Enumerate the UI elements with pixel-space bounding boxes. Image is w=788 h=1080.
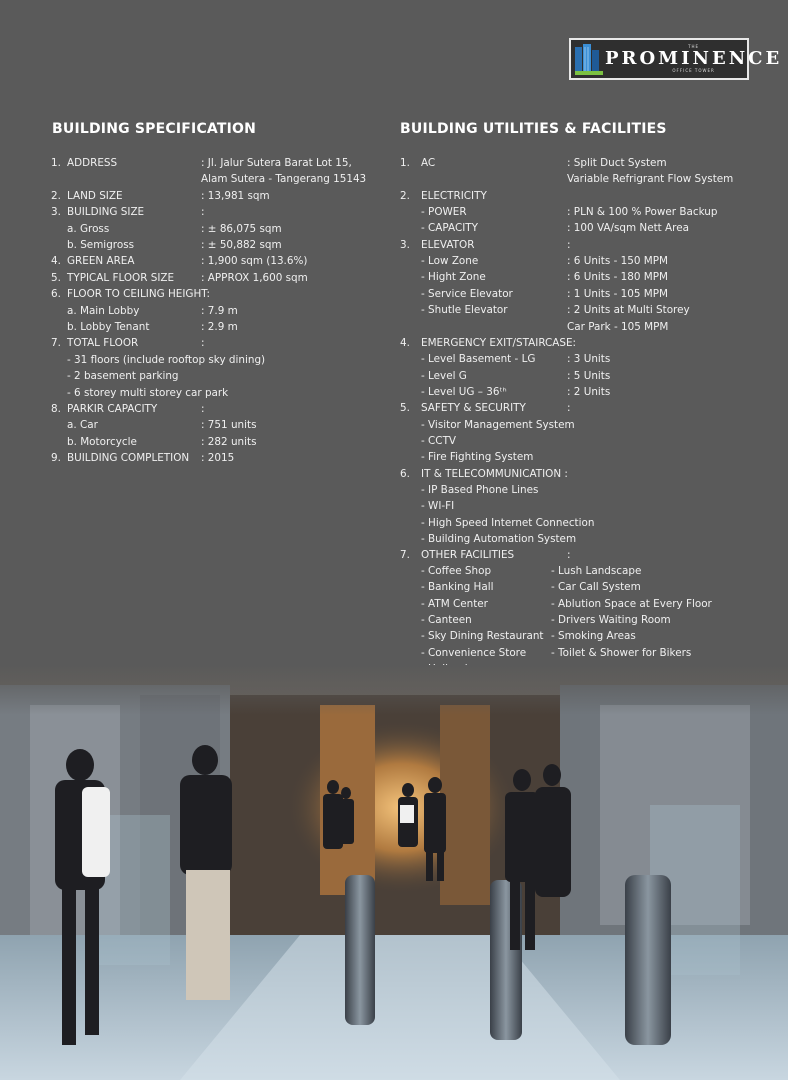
spec-label: b. Lobby Tenant [67,321,150,333]
utility-value: : [567,238,571,251]
utility-value: : 5 Units [567,369,611,382]
utility-value: : 3 Units [567,353,611,366]
utility-label: SAFETY & SECURITY [421,402,526,415]
utility-label: - Hight Zone [421,271,486,284]
spec-label: ADDRESS [67,157,118,169]
spec-label: LAND SIZE [67,189,123,202]
spec-value: : ± 50,882 sqm [201,239,282,251]
facility-item: - Lush Landscape [551,565,642,577]
utility-number: 3. [400,238,410,251]
spec-label: - 31 floors (include rooftop sky dining) [67,353,266,366]
spec-value: : 751 units [201,419,257,432]
spec-value: : APPROX 1,600 sqm [201,271,308,284]
spec-label: b. Motorcycle [67,435,137,448]
logo-subtitle: OFFICE TOWER [672,68,715,73]
spec-value: : 13,981 sqm [201,189,270,202]
utility-value: : PLN & 100 % Power Backup [567,206,718,219]
spec-number: 1. [51,157,61,169]
spec-value: : 2.9 m [201,321,238,333]
spec-number: 2. [51,189,61,202]
spec-value: : Jl. Jalur Sutera Barat Lot 15, [201,157,352,169]
spec-value: : [201,337,205,350]
spec-label: - 6 storey multi storey car park [67,386,229,399]
utility-value: : [567,402,571,415]
utility-number: 1. [400,157,410,169]
spec-label: a. Gross [67,222,110,235]
utility-number: 2. [400,189,410,202]
utility-value: : 6 Units - 150 MPM [567,255,668,268]
utility-value: : 1 Units - 105 MPM [567,287,668,300]
utility-label: - Level G [421,369,467,382]
utility-label: - Fire Fighting System [421,451,534,464]
facility-item: - Banking Hall [421,581,494,594]
facility-item: - Smoking Areas [551,630,636,643]
facility-item: - Ablution Space at Every Floor [551,597,712,610]
utility-label: - CAPACITY [421,222,478,235]
spec-number: 4. [51,255,61,268]
facility-item: - Toilet & Shower for Bikers [551,646,692,659]
spec-number: 8. [51,403,61,415]
utility-number: 5. [400,402,410,415]
spec-number: 6. [51,288,61,301]
logo-the-text: THE [688,44,700,49]
spec-label: b. Semigross [67,239,135,251]
utility-label: - Level Basement - LG [421,353,536,366]
spec-number: 9. [51,452,61,465]
spec-value: : [201,403,205,415]
utility-label: - High Speed Internet Connection [421,516,595,529]
utility-value: Variable Refrigrant Flow System [567,173,734,186]
spec-label: BUILDING SIZE [67,206,145,219]
spec-value: : [201,206,205,219]
utility-label: AC [421,157,436,169]
lobby-photo [0,665,788,1080]
spec-value: : 7.9 m [201,304,238,317]
facility-item: - Drivers Waiting Room [551,614,671,627]
facility-item: - Sky Dining Restaurant [421,630,544,643]
spec-number: 3. [51,206,61,219]
spec-label: TOTAL FLOOR [67,337,139,350]
spec-label: a. Car [67,419,98,432]
spec-number: 7. [51,337,61,350]
spec-value: : 282 units [201,435,257,448]
utility-number: 4. [400,336,410,349]
facility-item: - Coffee Shop [421,565,492,577]
utility-label: ELECTRICITY [421,189,487,202]
spec-label: TYPICAL FLOOR SIZE [67,271,175,284]
utility-label: - IP Based Phone Lines [421,484,539,496]
spec-label: PARKIR CAPACITY [67,403,158,415]
building-specification-title: BUILDING SPECIFICATION [52,121,257,137]
utility-value: : 2 Units at Multi Storey [567,304,690,317]
utility-value: : Split Duct System [567,157,667,169]
spec-value: : 1,900 sqm (13.6%) [201,255,308,268]
spec-value: : ± 86,075 sqm [201,222,282,235]
utility-value: : 100 VA/sqm Nett Area [567,222,689,235]
utility-label: EMERGENCY EXIT/STAIRCASE: [421,336,577,349]
utility-number: 7. [400,549,410,562]
spec-value: Alam Sutera - Tangerang 15143 [201,173,367,186]
spec-label: GREEN AREA [67,255,135,268]
utility-number: 6. [400,467,410,480]
utility-label: - WI-FI [421,500,455,513]
logo-wordmark: PROMINENCE [605,48,783,69]
utility-label: IT & TELECOMMUNICATION : [421,467,568,480]
spec-label: - 2 basement parking [67,370,179,383]
spec-label: a. Main Lobby [67,304,140,317]
facility-item: - Canteen [421,614,472,627]
utility-label: ELEVATOR [421,238,475,251]
utility-label: OTHER FACILITIES [421,549,515,562]
building-logo-icon [573,41,605,77]
spec-number: 5. [51,271,61,284]
utilities-facilities-title: BUILDING UTILITIES & FACILITIES [400,121,667,137]
facility-item: - Convenience Store [421,646,527,659]
utility-label: - CCTV [421,434,457,447]
utility-value: : 6 Units - 180 MPM [567,271,668,284]
spec-label: BUILDING COMPLETION [67,452,190,465]
utility-label: - Shutle Elevator [421,304,508,317]
utility-label: - Level UG – 36ᵗʰ [421,385,507,398]
utility-value: Car Park - 105 MPM [567,320,669,333]
prominence-logo [569,38,783,80]
spec-value: : 2015 [201,452,235,465]
utility-value: : 2 Units [567,385,611,398]
facility-item: - ATM Center [421,597,488,610]
utility-value: : [567,549,571,562]
utility-label: - POWER [421,206,467,219]
facility-item: - Car Call System [551,581,641,594]
utility-label: - Service Elevator [421,287,513,300]
utility-label: - Low Zone [421,255,479,268]
utility-label: - Visitor Management System [421,418,575,431]
utility-label: - Building Automation System [421,533,577,546]
spec-label: FLOOR TO CEILING HEIGHT: [67,288,210,301]
